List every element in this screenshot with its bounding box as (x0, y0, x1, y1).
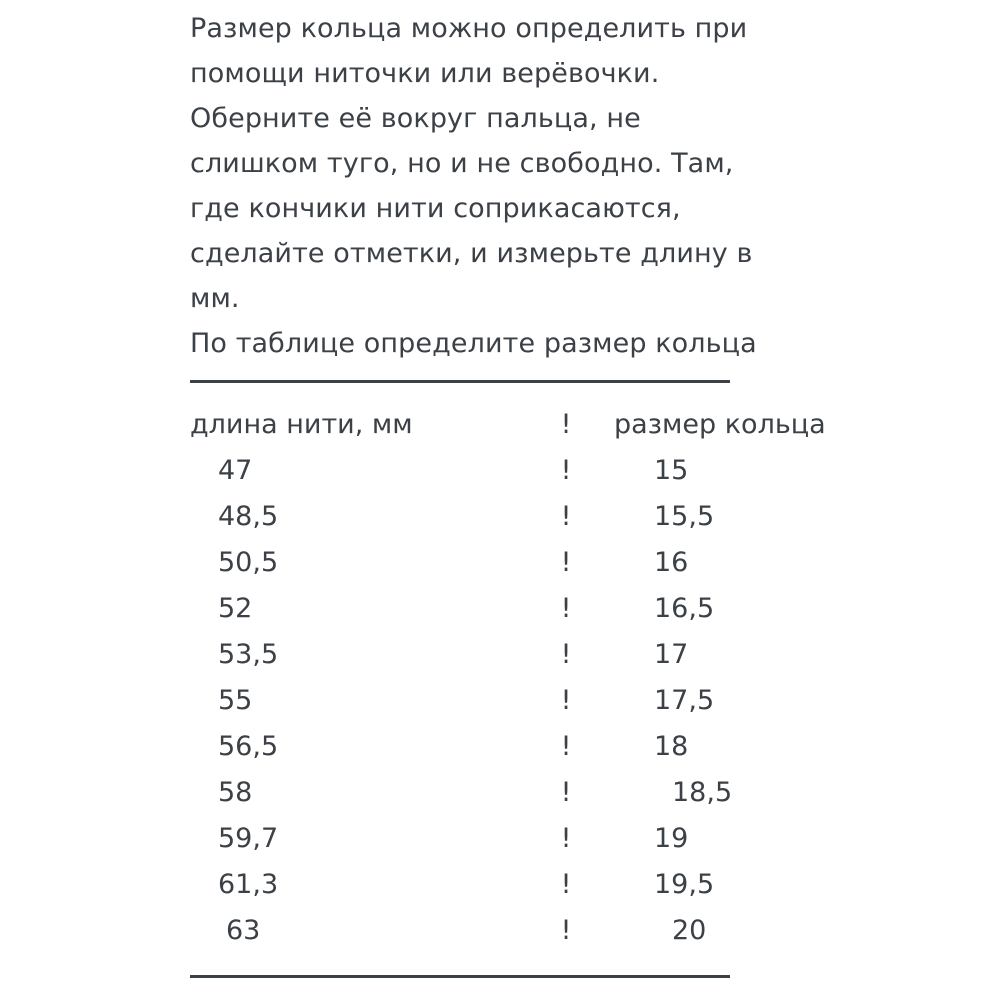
instruction-line: сделайте отметки, и измерьте длину в (190, 238, 753, 269)
cell-length: 63 (226, 914, 261, 946)
table-row (0, 493, 1000, 539)
table-row (0, 861, 1000, 907)
instruction-line: где кончики нити соприкасаются, (190, 193, 681, 224)
instruction-line: Оберните её вокруг пальца, не (190, 103, 641, 134)
column-separator: ! (560, 592, 572, 624)
cell-length: 61,3 (218, 868, 279, 900)
cell-size: 18 (654, 730, 689, 762)
table-header-row (0, 401, 1000, 447)
cell-length: 56,5 (218, 730, 279, 762)
instruction-line: мм. (190, 283, 240, 314)
table-row (0, 723, 1000, 769)
instruction-line: помощи ниточки или верёвочки. (190, 58, 660, 89)
header-size: размер кольца (614, 408, 826, 440)
table-row (0, 631, 1000, 677)
cell-size: 16,5 (654, 592, 715, 624)
ring-size-table (0, 401, 1000, 953)
cell-length: 55 (218, 684, 253, 716)
cell-size: 19,5 (654, 868, 715, 900)
table-top-divider (190, 380, 730, 383)
cell-size: 17,5 (654, 684, 715, 716)
table-bottom-divider (190, 975, 730, 978)
column-separator: ! (560, 546, 572, 578)
column-separator: ! (560, 730, 572, 762)
instruction-line: По таблице определите размер кольца (190, 328, 757, 359)
table-row (0, 677, 1000, 723)
column-separator: ! (560, 868, 572, 900)
cell-size: 17 (654, 638, 689, 670)
table-row (0, 907, 1000, 953)
cell-length: 48,5 (218, 500, 279, 532)
header-length: длина нити, мм (190, 408, 413, 440)
instruction-line: Размер кольца можно определить при (190, 13, 748, 44)
cell-size: 19 (654, 822, 689, 854)
column-separator: ! (560, 500, 572, 532)
cell-length: 52 (218, 592, 253, 624)
table-row (0, 815, 1000, 861)
column-separator: ! (560, 454, 572, 486)
column-separator: ! (560, 776, 572, 808)
column-separator: ! (560, 684, 572, 716)
cell-length: 47 (218, 454, 253, 486)
cell-length: 50,5 (218, 546, 279, 578)
cell-size: 16 (654, 546, 689, 578)
cell-length: 59,7 (218, 822, 279, 854)
cell-length: 58 (218, 776, 253, 808)
cell-size: 18,5 (672, 776, 733, 808)
column-separator: ! (560, 914, 572, 946)
column-separator: ! (560, 408, 572, 440)
table-row (0, 769, 1000, 815)
cell-size: 15 (654, 454, 689, 486)
cell-size: 20 (672, 914, 707, 946)
column-separator: ! (560, 638, 572, 670)
column-separator: ! (560, 822, 572, 854)
table-row (0, 447, 1000, 493)
cell-size: 15,5 (654, 500, 715, 532)
table-row (0, 539, 1000, 585)
cell-length: 53,5 (218, 638, 279, 670)
instructions-block (0, 6, 1000, 366)
table-row (0, 585, 1000, 631)
instruction-line: слишком туго, но и не свободно. Там, (190, 148, 734, 179)
